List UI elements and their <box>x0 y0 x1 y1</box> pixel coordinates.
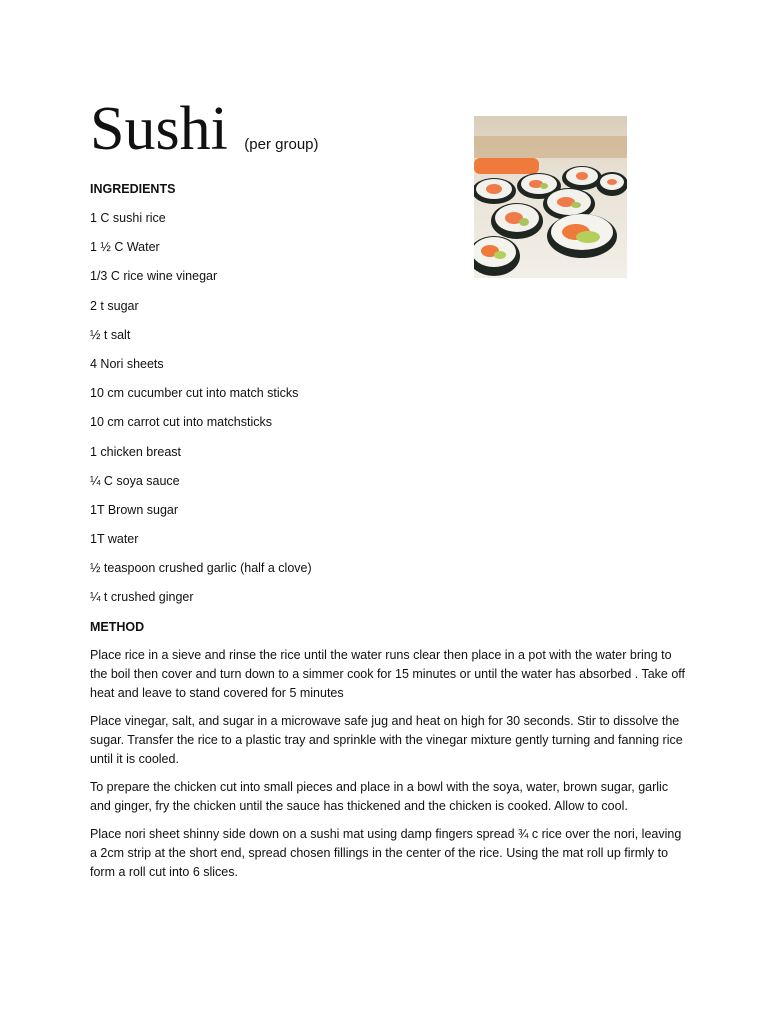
list-item: ½ t salt <box>90 327 131 342</box>
method-step: Place vinegar, salt, and sugar in a microwave safe jug and heat on high for 30 seconds. Stir to dissolve the sugar. Transfer the rice to a plastic tray and sprinkle with the vinegar mixture gently turning and fanning rice until it is cooled. <box>90 713 683 766</box>
list-item: 2 t sugar <box>90 298 139 313</box>
method-step: Place nori sheet shinny side down on a sushi mat using damp fingers spread ¾ c rice over the nori, leaving a 2cm strip at the short end, spread chosen fillings in the center of the rice. Using the mat roll up firmly to form a roll cut into 6 slices. <box>90 826 682 879</box>
method-step: To prepare the chicken cut into small pieces and place in a bowl with the soya, water, brown sugar, garlic and ginger, fry the chicken until the sauce has thickened and the chicken is cooked. Allow to cool. <box>90 779 669 813</box>
method-heading: METHOD <box>90 619 145 634</box>
list-item: 1 C sushi rice <box>90 211 166 225</box>
ingredients-heading: INGREDIENTS <box>90 182 176 196</box>
list-item: ¼ C soya sauce <box>90 473 180 488</box>
list-item: 1T water <box>90 532 139 547</box>
method-step: Place rice in a sieve and rinse the rice until the water runs clear then place in a pot with the water bring to the boil then cover and turn down to a simmer cook for 15 minutes or until the water has absorbed . Take off heat and leave to stand covered for 5 minutes <box>90 647 686 700</box>
list-item: 4 Nori sheets <box>90 356 164 371</box>
recipe-content <box>90 180 690 891</box>
list-item: 1 ½ C Water <box>90 240 160 255</box>
list-item: 1 chicken breast <box>90 444 182 459</box>
list-item: 10 cm cucumber cut into match sticks <box>90 386 299 401</box>
list-item: 1T Brown sugar <box>90 502 179 517</box>
list-item: ¼ t crushed ginger <box>90 590 194 605</box>
list-item: 1/3 C rice wine vinegar <box>90 269 218 284</box>
list-item: ½ teaspoon crushed garlic (half a clove) <box>90 561 312 576</box>
ingredients-list <box>90 209 690 607</box>
page-subtitle: (per group) <box>244 136 319 153</box>
page-title: Sushi <box>90 95 228 163</box>
list-item: 10 cm carrot cut into matchsticks <box>90 415 273 430</box>
title-row <box>90 96 319 162</box>
